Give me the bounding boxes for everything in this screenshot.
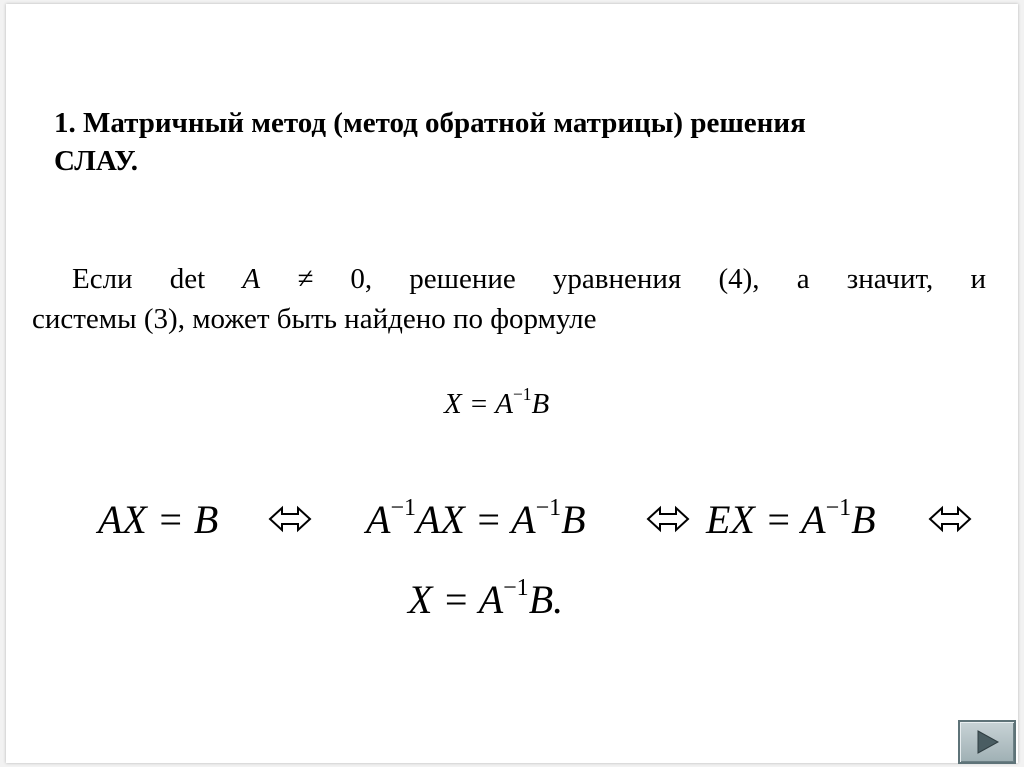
word: значит, — [846, 263, 934, 295]
result-exponent: −1 — [503, 575, 529, 601]
paragraph-line-1 — [32, 259, 986, 299]
word: и — [970, 263, 986, 295]
formula-exponent: −1 — [512, 383, 532, 404]
result-left: X = A — [408, 577, 504, 622]
main-formula — [444, 383, 550, 421]
word: Если — [72, 263, 133, 295]
word: а — [796, 263, 810, 295]
eq3-exp: −1 — [825, 495, 852, 521]
slide — [6, 4, 1018, 763]
word: уравнения — [552, 263, 682, 295]
word: решение — [409, 263, 516, 295]
word: 0, — [350, 263, 373, 295]
eq2-exp-2: −1 — [535, 495, 562, 521]
result-right: B. — [528, 577, 564, 622]
heading-line-1: 1. Матричный метод (метод обратной матрицы) решения — [54, 107, 806, 139]
word-matrix-a: A — [242, 263, 261, 295]
equation-ax-b: AX = B — [98, 497, 219, 542]
eq3-a: EX = A — [706, 497, 826, 542]
eq2-b: AX = A — [415, 497, 536, 542]
body-paragraph — [32, 259, 986, 339]
eq2-c: B — [561, 497, 586, 542]
word: det — [169, 263, 206, 295]
formula-right: B — [531, 388, 550, 420]
not-equal-sign: ≠ — [297, 263, 314, 295]
paragraph-line-2: системы (3), может быть найдено по формуле — [32, 303, 597, 335]
equation-multiplied — [366, 496, 586, 543]
result-formula — [408, 576, 563, 623]
eq3-b: B — [851, 497, 876, 542]
formula-left: X = A — [444, 388, 513, 420]
heading-line-2: СЛАУ. — [54, 145, 139, 177]
eq2-a: A — [366, 497, 391, 542]
word: (4), — [718, 263, 760, 295]
slide-heading — [54, 104, 974, 180]
double-arrow-icon — [646, 504, 690, 534]
play-triangle-icon — [976, 730, 1000, 754]
eq2-exp-1: −1 — [390, 495, 416, 521]
double-arrow-icon — [268, 504, 312, 534]
double-arrow-icon — [928, 504, 972, 534]
equation-identity — [706, 496, 876, 543]
next-slide-button[interactable] — [958, 720, 1016, 764]
